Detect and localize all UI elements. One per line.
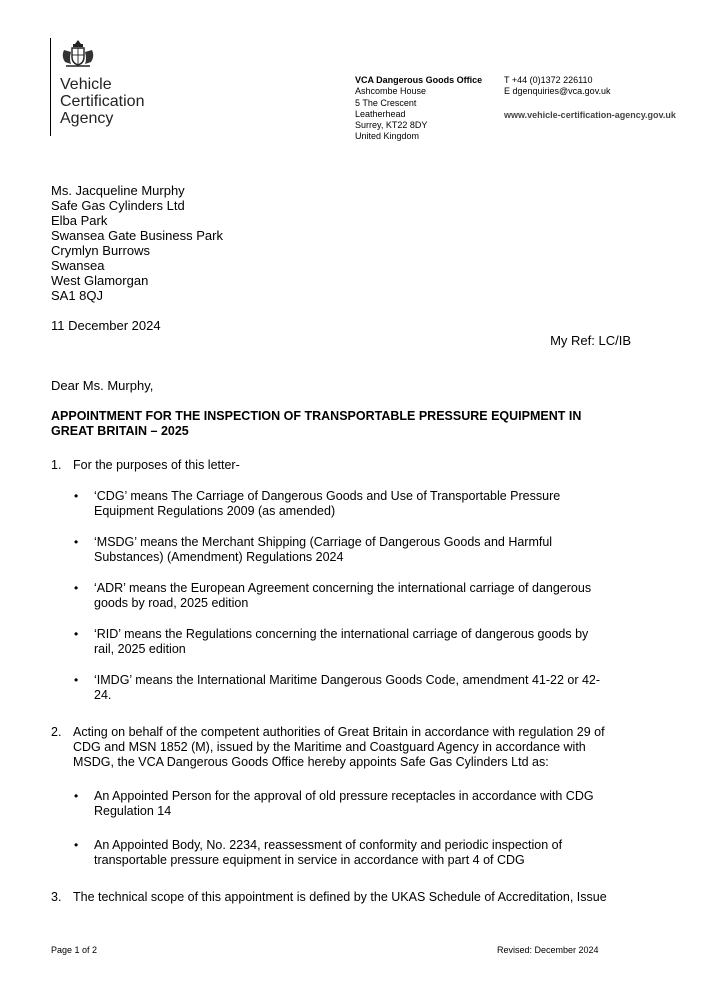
office-address xyxy=(355,75,482,143)
bullet-icon: • xyxy=(74,489,79,503)
bullet-icon: • xyxy=(74,535,79,549)
list-item-line: transportable pressure equipment in service in accordance with part 4 of CDG xyxy=(94,853,525,867)
subject-line: GREAT BRITAIN – 2025 xyxy=(51,424,189,438)
list-item-line: goods by road, 2025 edition xyxy=(94,596,249,610)
agency-name xyxy=(60,76,144,127)
list-item-line: 24. xyxy=(94,688,112,702)
email-address[interactable]: E dgenquiries@vca.gov.uk xyxy=(504,86,611,97)
list-item-text xyxy=(94,581,629,611)
section-text xyxy=(73,890,643,905)
list-item-line: ‘ADR’ means the European Agreement concerning the international carriage of dangerous xyxy=(94,581,592,595)
list-item-line: An Appointed Person for the approval of old pressure receptacles in accordance with CDG xyxy=(94,789,594,803)
bullet-icon: • xyxy=(74,627,79,641)
list-item-line: Substances) (Amendment) Regulations 2024 xyxy=(94,550,344,564)
office-address-line: Ashcombe House xyxy=(355,86,427,97)
bullet-icon: • xyxy=(74,581,79,595)
section-number: 2. xyxy=(51,725,62,739)
section-number: 3. xyxy=(51,890,62,904)
contact-details xyxy=(504,75,676,121)
agency-name-line: Vehicle xyxy=(60,76,112,93)
subject-line: APPOINTMENT FOR THE INSPECTION OF TRANSPORTABLE PRESSURE EQUIPMENT IN xyxy=(51,409,582,423)
list-item-text xyxy=(94,838,629,868)
office-address-line: 5 The Crescent xyxy=(355,97,417,108)
section-text-line: The technical scope of this appointment is defined by the UKAS Schedule of Accreditation, Issue xyxy=(73,890,607,904)
reference: My Ref: LC/IB xyxy=(550,333,631,348)
addressee-line: Swansea xyxy=(51,258,105,273)
salutation: Dear Ms. Murphy, xyxy=(51,378,154,393)
section-text-line: For the purposes of this letter- xyxy=(73,458,240,472)
list-item-text xyxy=(94,489,629,519)
list-item-line: ‘MSDG’ means the Merchant Shipping (Carriage of Dangerous Goods and Harmful xyxy=(94,535,553,549)
addressee-block xyxy=(51,183,223,303)
addressee-line: West Glamorgan xyxy=(51,273,149,288)
addressee-line: SA1 8QJ xyxy=(51,288,104,303)
addressee-line: Safe Gas Cylinders Ltd xyxy=(51,198,185,213)
phone-number: T +44 (0)1372 226110 xyxy=(504,75,593,85)
agency-name-line: Certification xyxy=(60,93,145,110)
office-address-line: Leatherhead xyxy=(355,108,406,119)
office-address-line: Surrey, KT22 8DY xyxy=(355,120,428,131)
list-item-line: Regulation 14 xyxy=(94,804,172,818)
section-text xyxy=(73,725,643,770)
office-name: VCA Dangerous Goods Office xyxy=(355,75,483,85)
bullet-icon: • xyxy=(74,789,79,803)
addressee-line: Ms. Jacqueline Murphy xyxy=(51,183,185,198)
agency-name-line: Agency xyxy=(60,110,114,127)
revision-date: Revised: December 2024 xyxy=(497,945,599,955)
bullet-icon: • xyxy=(74,673,79,687)
list-item-line: An Appointed Body, No. 2234, reassessment of conformity and periodic inspection of xyxy=(94,838,563,852)
letter-date: 11 December 2024 xyxy=(51,318,161,333)
logo-divider xyxy=(50,38,51,136)
subject-heading xyxy=(51,409,631,439)
list-item-line: rail, 2025 edition xyxy=(94,642,186,656)
list-item-text xyxy=(94,789,629,819)
list-item-text xyxy=(94,627,629,657)
addressee-line: Crymlyn Burrows xyxy=(51,243,150,258)
list-item-text xyxy=(94,673,629,703)
list-item-line: ‘IMDG’ means the International Maritime Dangerous Goods Code, amendment 41-22 or 42- xyxy=(94,673,601,687)
list-item-line: Equipment Regulations 2009 (as amended) xyxy=(94,504,336,518)
addressee-line: Swansea Gate Business Park xyxy=(51,228,223,243)
list-item-text xyxy=(94,535,629,565)
list-item-line: ‘RID’ means the Regulations concerning the international carriage of dangerous goods by xyxy=(94,627,589,641)
list-item-line: ‘CDG’ means The Carriage of Dangerous Goods and Use of Transportable Pressure xyxy=(94,489,561,503)
section-text-line: Acting on behalf of the competent authorities of Great Britain in accordance with regulation 29 of xyxy=(73,725,605,739)
royal-coat-of-arms-icon xyxy=(58,38,98,70)
section-number: 1. xyxy=(51,458,62,472)
office-address-line: United Kingdom xyxy=(355,131,420,142)
page-number: Page 1 of 2 xyxy=(51,945,98,955)
section-text-line: CDG and MSN 1852 (M), issued by the Maritime and Coastguard Agency in accordance with xyxy=(73,740,586,754)
section-text-line: MSDG, the VCA Dangerous Goods Office hereby appoints Safe Gas Cylinders Ltd as: xyxy=(73,755,549,769)
section-text xyxy=(73,458,643,473)
website-link[interactable]: www.vehicle-certification-agency.gov.uk xyxy=(504,109,676,120)
bullet-icon: • xyxy=(74,838,79,852)
addressee-line: Elba Park xyxy=(51,213,108,228)
